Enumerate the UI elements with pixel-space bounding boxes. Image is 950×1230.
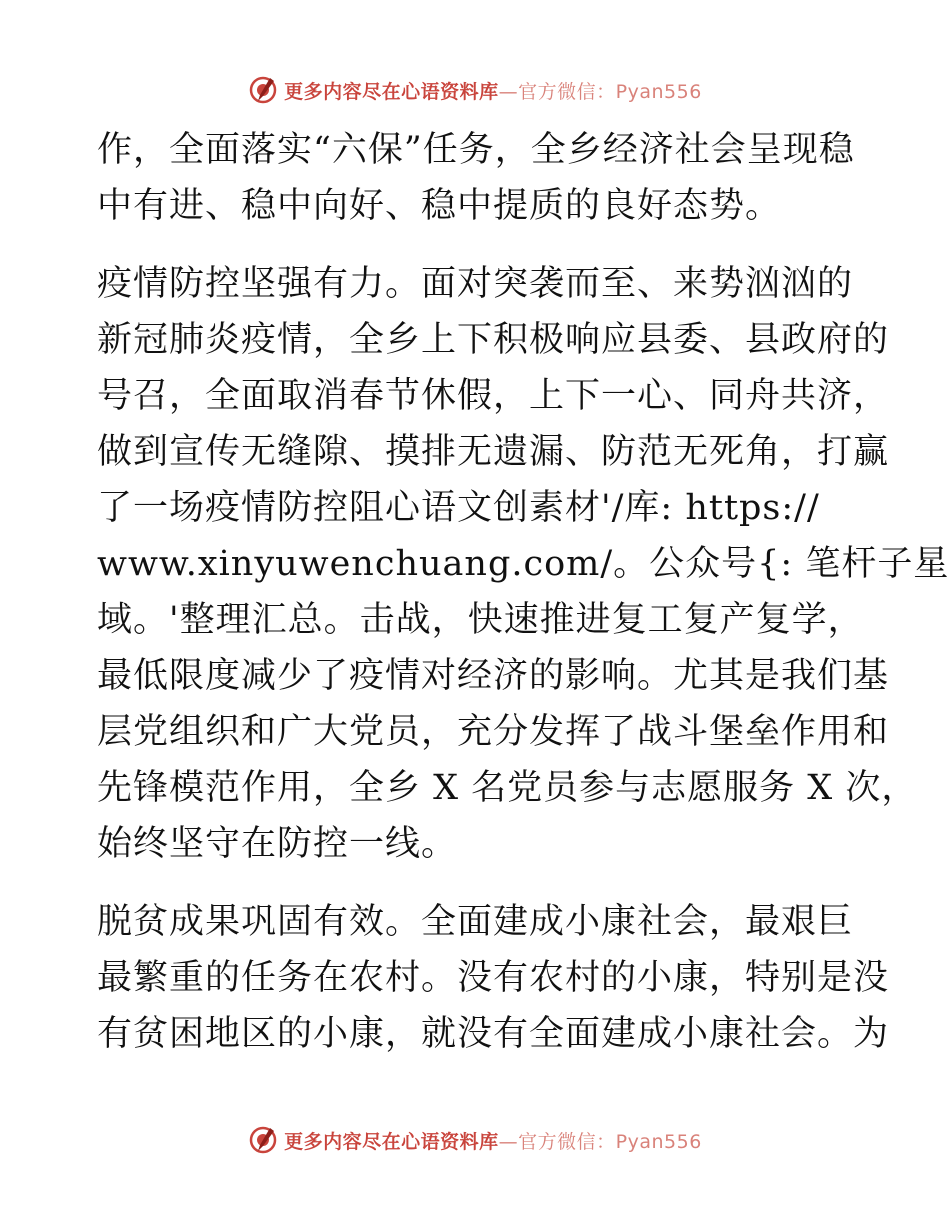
text-line: 脱贫成果巩固有效。全面建成小康社会，最艰巨 — [97, 902, 854, 942]
header-watermark-text: 更多内容尽在心语资料库—官方微信：Pyan556 — [284, 80, 702, 103]
paragraph-2 — [97, 256, 950, 872]
text-line: 域。'整理汇总。击战，快速推进复工复产复学， — [97, 600, 864, 640]
text-line: 最低限度减少了疫情对经济的影响。尤其是我们基 — [97, 656, 890, 696]
text-line: 最繁重的任务在农村。没有农村的小康，特别是没 — [97, 958, 890, 998]
text-line: 做到宣传无缝隙、摸排无遗漏、防范无死角，打赢 — [97, 432, 890, 472]
text-line: 层党组织和广大党员，充分发挥了战斗堡垒作用和 — [97, 712, 890, 752]
text-line: 了一场疫情防控阻心语文创素材'/库: https:// — [97, 488, 820, 528]
text-line: 有贫困地区的小康，就没有全面建成小康社会。为 — [97, 1014, 890, 1054]
footer-watermark-banner — [0, 1120, 950, 1160]
text-line: 先锋模范作用，全乡 X 名党员参与志愿服务 X 次， — [97, 768, 918, 808]
text-line: 疫情防控坚强有力。面对突袭而至、来势汹汹的 — [97, 264, 854, 304]
paragraph-3 — [97, 894, 890, 1062]
text-line: www.xinyuwenchuang.com/。公众号{: 笔杆子星 — [97, 544, 950, 584]
header-watermark-banner — [0, 70, 950, 110]
text-line: 号召，全面取消春节休假，上下一心、同舟共济， — [97, 376, 890, 416]
quill-logo-icon — [248, 75, 278, 105]
footer-watermark-text: 更多内容尽在心语资料库—官方微信：Pyan556 — [284, 1130, 702, 1153]
quill-logo-icon — [248, 1125, 278, 1155]
text-line: 中有进、稳中向好、稳中提质的良好态势。 — [97, 186, 782, 226]
text-line: 始终坚守在防控一线。 — [97, 824, 458, 864]
paragraph-1 — [97, 122, 857, 234]
document-body — [97, 122, 950, 1062]
text-line: 作，全面落实“六保”任务，全乡经济社会呈现稳 — [97, 130, 855, 170]
text-line: 新冠肺炎疫情，全乡上下积极响应县委、县政府的 — [97, 320, 890, 360]
